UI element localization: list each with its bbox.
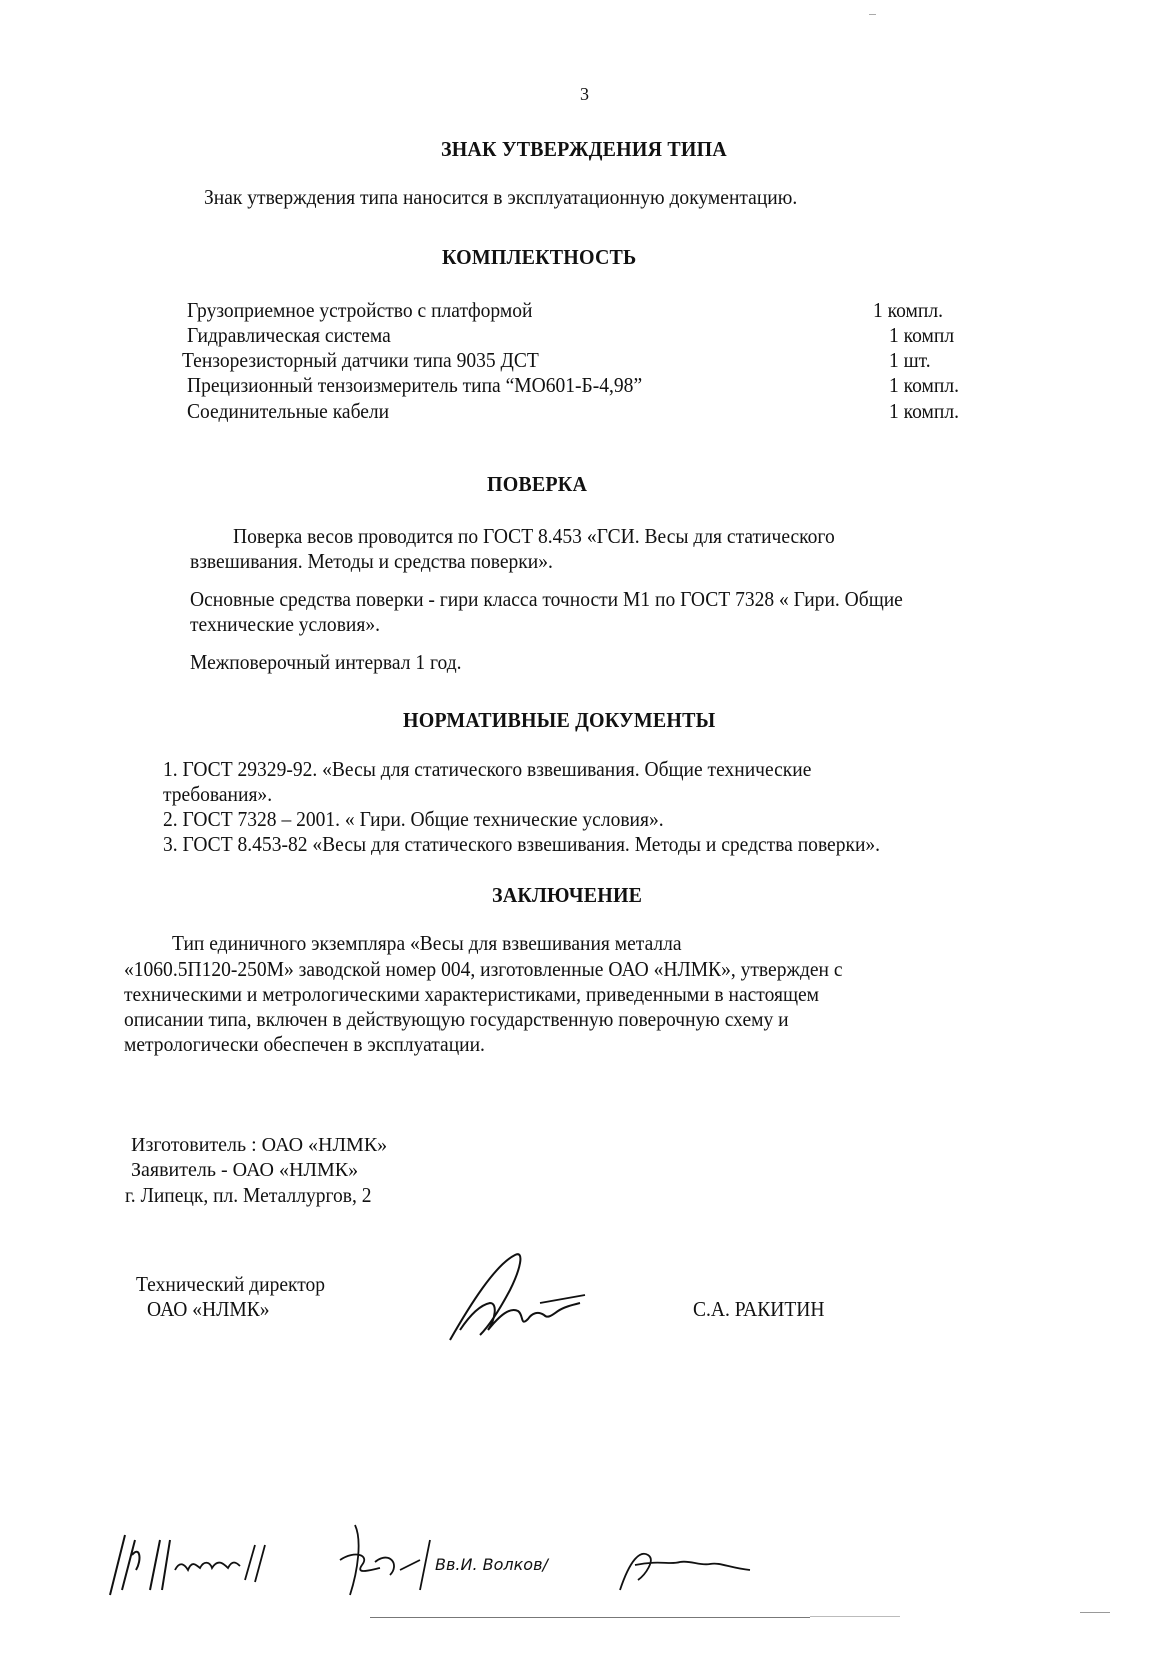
applicant-line: Заявитель - ОАО «НЛМК» bbox=[131, 1159, 359, 1181]
completeness-item-qty: 1 компл. bbox=[889, 399, 959, 423]
verification-line: взвешивания. Методы и средства поверки». bbox=[190, 549, 553, 573]
conclusion-heading: ЗАКЛЮЧЕНИЕ bbox=[492, 883, 643, 907]
signatory-company: ОАО «НЛМК» bbox=[147, 1297, 270, 1321]
verification-line: технические условия». bbox=[190, 612, 381, 636]
completeness-item-name: Грузоприемное устройство с платформой bbox=[187, 298, 533, 322]
conclusion-line: «1060.5П120-250М» заводской номер 004, изготовленные ОАО «НЛМК», утвержден с bbox=[124, 957, 843, 981]
director-signature bbox=[440, 1245, 600, 1345]
verification-line: Основные средства поверки - гири класса точности М1 по ГОСТ 7328 « Гири. Общие bbox=[190, 587, 903, 611]
normative-doc-line: 3. ГОСТ 8.453-82 «Весы для статического взвешивания. Методы и средства поверки». bbox=[163, 832, 881, 856]
verification-line: Поверка весов проводится по ГОСТ 8.453 «ГСИ. Весы для статического bbox=[233, 524, 835, 548]
approval-mark-text: Знак утверждения типа наносится в эксплуатационную документацию. bbox=[204, 185, 798, 209]
completeness-item-name: Соединительные кабели bbox=[187, 399, 390, 423]
corner-mark bbox=[1080, 1612, 1110, 1613]
normative-doc-line: 1. ГОСТ 29329-92. «Весы для статического взвешивания. Общие технические bbox=[163, 757, 812, 781]
normative-doc-line: 2. ГОСТ 7328 – 2001. « Гири. Общие технические условия». bbox=[163, 807, 664, 831]
completeness-heading: КОМПЛЕКТНОСТЬ bbox=[442, 245, 637, 269]
signatory-name: С.А. РАКИТИН bbox=[693, 1297, 825, 1321]
bottom-rule-faint bbox=[810, 1616, 900, 1617]
conclusion-line: техническими и метрологическими характеристиками, приведенными в настоящем bbox=[124, 982, 820, 1006]
approval-mark-heading: ЗНАК УТВЕРЖДЕНИЯ ТИПА bbox=[441, 137, 727, 161]
completeness-item-qty: 1 компл. bbox=[889, 373, 959, 397]
top-mark bbox=[869, 14, 876, 15]
verification-heading: ПОВЕРКА bbox=[487, 472, 588, 496]
address-line: г. Липецк, пл. Металлургов, 2 bbox=[125, 1183, 372, 1207]
completeness-item-name: Прецизионный тензоизмеритель типа “МО601-Б-4,98” bbox=[187, 373, 643, 397]
handwritten-name: Вв.И. Волков/ bbox=[435, 1555, 548, 1574]
completeness-item-name: Тензорезисторный датчики типа 9035 ДСТ bbox=[182, 348, 539, 372]
completeness-item-qty: 1 компл bbox=[889, 323, 955, 347]
conclusion-line: метрологически обеспечен в эксплуатации. bbox=[124, 1032, 485, 1056]
bottom-signatures bbox=[100, 1520, 800, 1600]
manufacturer-line: Изготовитель : ОАО «НЛМК» bbox=[131, 1134, 388, 1156]
normative-docs-heading: НОРМАТИВНЫЕ ДОКУМЕНТЫ bbox=[403, 708, 716, 732]
page-number: 3 bbox=[580, 84, 589, 104]
signatory-position: Технический директор bbox=[136, 1272, 326, 1296]
completeness-item-qty: 1 компл. bbox=[873, 298, 943, 322]
bottom-rule bbox=[370, 1617, 810, 1618]
conclusion-line: Тип единичного экземпляра «Весы для взвешивания металла bbox=[172, 931, 682, 955]
verification-line: Межповерочный интервал 1 год. bbox=[190, 650, 462, 674]
completeness-item-name: Гидравлическая система bbox=[187, 323, 391, 347]
conclusion-line: описании типа, включен в действующую государственную поверочную схему и bbox=[124, 1007, 789, 1031]
normative-doc-line: требования». bbox=[163, 782, 273, 806]
completeness-item-qty: 1 шт. bbox=[889, 348, 931, 372]
